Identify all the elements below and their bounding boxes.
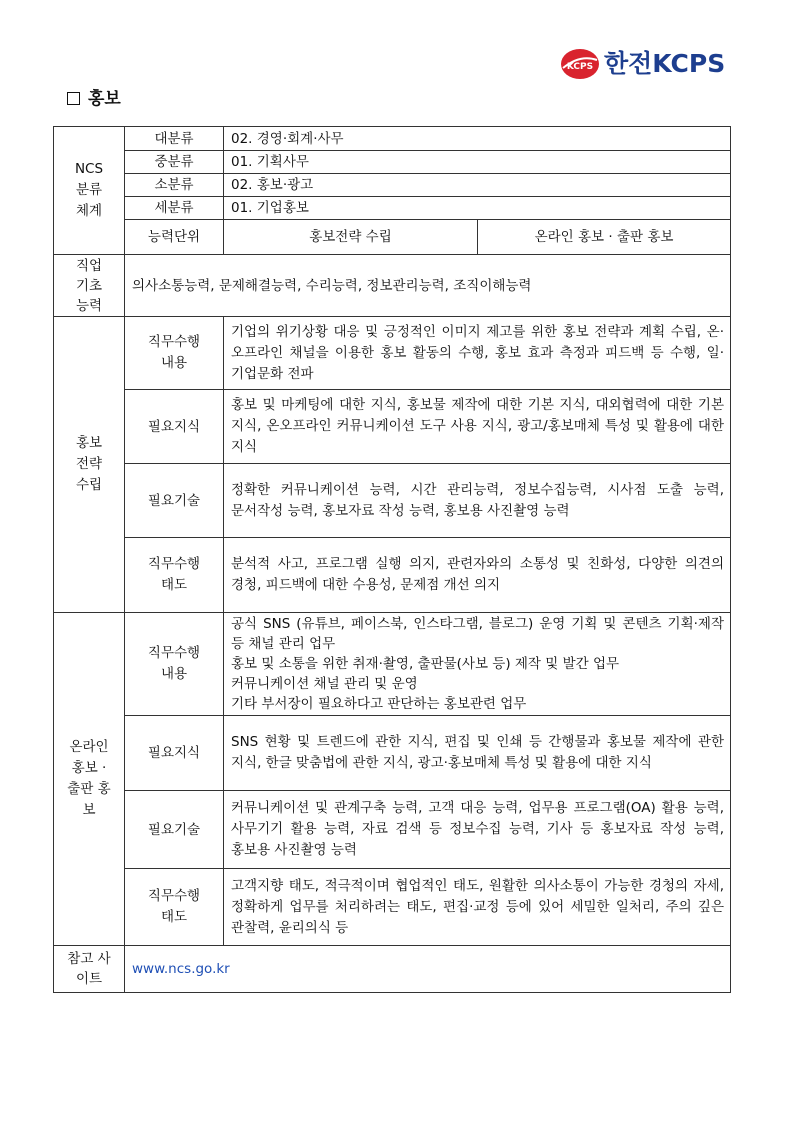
online-key-cell: 필요기술: [125, 791, 224, 869]
strategy-label-cell: [54, 317, 125, 613]
logo-text: 한전KCPS: [604, 49, 726, 78]
online-label: 온라인 홍보 · 출판 홍보: [67, 739, 111, 818]
strategy-key: 직무수행 내용: [147, 334, 201, 371]
ncs-key-cell: 소분류: [125, 174, 224, 197]
section-title-text: 홍보: [88, 89, 121, 109]
strategy-key-cell: [125, 317, 224, 390]
online-label-cell: [54, 613, 125, 946]
online-task-line: 홍보 및 소통을 위한 취재·촬영, 출판물(사보 등) 제작 및 발간 업무: [231, 656, 620, 672]
basic-label: 직업 기초 능력: [75, 257, 103, 314]
ncs-label-cell: [54, 127, 125, 255]
kcps-logo-icon: [560, 48, 600, 80]
online-key: 직무수행 내용: [147, 645, 201, 682]
ncs-value-cell: 02. 홍보·광고: [224, 174, 731, 197]
online-key: 직무수행 태도: [147, 888, 201, 925]
ncs-label: NCS 분류 체계: [74, 161, 104, 219]
online-key-cell: [125, 869, 224, 946]
online-value-cell: 고객지향 태도, 적극적이며 협업적인 태도, 원활한 의사소통이 가능한 경청의 자세, 정확하게 업무를 처리하려는 태도, 편집·교정 등에 있어 세밀한 일처리, 주의 깊은 관찰력, 윤리의식 등: [224, 869, 731, 946]
reference-link[interactable]: www.ncs.go.kr: [132, 961, 230, 977]
ncs-key-cell: 중분류: [125, 151, 224, 174]
strategy-key-cell: 필요기술: [125, 464, 224, 538]
strategy-label: 홍보 전략 수립: [75, 435, 103, 493]
online-value-cell: 커뮤니케이션 및 관계구축 능력, 고객 대응 능력, 업무용 프로그램(OA) 활용 능력, 사무기기 활용 능력, 자료 검색 등 정보수집 능력, 기사 등 홍보자료 작성 능력, 홍보용 사진촬영 능력: [224, 791, 731, 869]
ncs-value-cell: 01. 기업홍보: [224, 197, 731, 220]
online-key-cell: 필요지식: [125, 716, 224, 791]
job-description-table: [53, 126, 731, 993]
basic-value-cell: 의사소통능력, 문제해결능력, 수리능력, 정보관리능력, 조직이해능력: [125, 255, 731, 317]
online-value-cell: SNS 현황 및 트렌드에 관한 지식, 편집 및 인쇄 등 간행물과 홍보물 제작에 관한 지식, 한글 맞춤법에 관한 지식, 광고·홍보매체 특성 및 활용에 대한 지식: [224, 716, 731, 791]
online-task-line: 기타 부서장이 필요하다고 판단하는 홍보관련 업무: [231, 696, 527, 712]
checkbox-square-icon: [67, 92, 80, 105]
strategy-value-cell: 정확한 커뮤니케이션 능력, 시간 관리능력, 정보수집능력, 시사점 도출 능력, 문서작성 능력, 홍보자료 작성 능력, 홍보용 사진촬영 능력: [224, 464, 731, 538]
reference-value-cell: [125, 946, 731, 993]
unit-key-cell: 능력단위: [125, 220, 224, 255]
reference-label: 참고 사이트: [67, 951, 111, 987]
ncs-value-cell: 01. 기획사무: [224, 151, 731, 174]
company-logo: [560, 44, 725, 84]
ncs-value-cell: 02. 경영·회계·사무: [224, 127, 731, 151]
strategy-value-cell: 기업의 위기상황 대응 및 긍정적인 이미지 제고를 위한 홍보 전략과 계획 수립, 온·오프라인 채널을 이용한 홍보 활동의 수행, 홍보 효과 측정과 피드백 등 수행, 일·기업문화 전파: [224, 317, 731, 390]
strategy-value-cell: 홍보 및 마케팅에 대한 지식, 홍보물 제작에 대한 기본 지식, 대외협력에 대한 기본 지식, 온오프라인 커뮤니케이션 도구 사용 지식, 광고/홍보매체 특성 및 활용에 대한 지식: [224, 390, 731, 464]
svg-text:KCPS: KCPS: [566, 62, 594, 72]
online-task-line: 커뮤니케이션 채널 관리 및 운영: [231, 676, 418, 692]
basic-label-cell: [54, 255, 125, 317]
strategy-value-cell: 분석적 사고, 프로그램 실행 의지, 관련자와의 소통성 및 친화성, 다양한 의견의 경청, 피드백에 대한 수용성, 문제점 개선 의지: [224, 538, 731, 613]
online-key-cell: [125, 613, 224, 716]
reference-label-cell: [54, 946, 125, 993]
online-task-cell: [224, 613, 731, 716]
strategy-key-cell: [125, 538, 224, 613]
online-task-line: 공식 SNS (유튜브, 페이스북, 인스타그램, 블로그) 운영 기획 및 콘텐츠 기획·제작 등 채널 관리 업무: [231, 616, 724, 652]
strategy-key: 직무수행 태도: [147, 556, 201, 593]
unit-cell: 온라인 홍보 · 출판 홍보: [478, 220, 731, 255]
strategy-key-cell: 필요지식: [125, 390, 224, 464]
ncs-key-cell: 대분류: [125, 127, 224, 151]
section-title: [67, 84, 121, 109]
ncs-key-cell: 세분류: [125, 197, 224, 220]
unit-cell: 홍보전략 수립: [224, 220, 478, 255]
